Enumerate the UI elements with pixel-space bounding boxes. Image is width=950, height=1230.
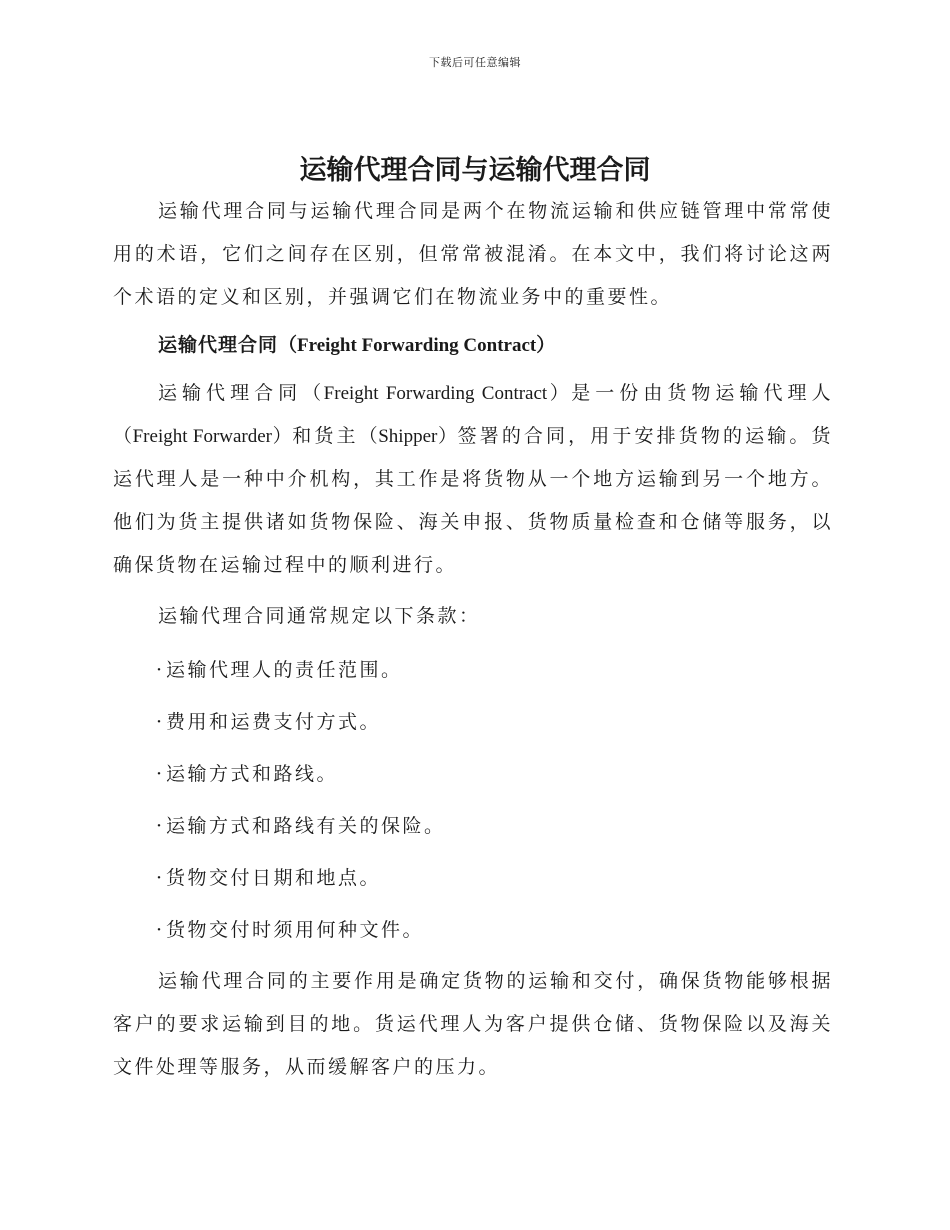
section-heading-cn: 运输代理合同 bbox=[158, 334, 279, 356]
definition-term-shipper: （Shipper） bbox=[358, 426, 458, 447]
section-heading-en: （Freight Forwarding Contract） bbox=[278, 335, 556, 356]
list-item-text: 运输方式和路线。 bbox=[166, 763, 339, 785]
list-item bbox=[156, 904, 833, 956]
bullet-icon: · bbox=[156, 763, 163, 785]
list-item-text: 货物交付时须用何种文件。 bbox=[166, 919, 425, 941]
closing-paragraph: 运输代理合同的主要作用是确定货物的运输和交付，确保货物能够根据客户的要求运输到目的地。货运代理人为客户提供仓储、货物保险以及海关文件处理等服务，从而缓解客户的压力。 bbox=[113, 970, 833, 1078]
bullet-icon: · bbox=[156, 867, 163, 889]
definition-text-2: 是一份由货物运输代理人 bbox=[571, 382, 833, 404]
bullet-icon: · bbox=[156, 919, 163, 941]
list-item-text: 货物交付日期和地点。 bbox=[166, 867, 382, 889]
section-heading bbox=[113, 327, 833, 364]
document-body bbox=[113, 190, 833, 1089]
list-item-text: 运输代理人的责任范围。 bbox=[166, 659, 403, 681]
list-item bbox=[156, 696, 833, 748]
definition-term-contract: （Freight Forwarding Contract） bbox=[302, 383, 572, 404]
definition-text-1: 运输代理合同 bbox=[158, 382, 303, 404]
document-title: 运输代理合同与运输代理合同 bbox=[299, 155, 651, 186]
bullet-icon: · bbox=[156, 815, 163, 837]
header-note: 下载后可任意编辑 bbox=[429, 56, 521, 69]
list-item bbox=[156, 852, 833, 904]
intro-paragraph: 运输代理合同与运输代理合同是两个在物流运输和供应链管理中常常使用的术语，它们之间存在区别，但常常被混淆。在本文中，我们将讨论这两个术语的定义和区别，并强调它们在物流业务中的重要性。 bbox=[113, 200, 833, 308]
list-item bbox=[156, 644, 833, 696]
list-item bbox=[156, 748, 833, 800]
bullet-icon: · bbox=[156, 711, 163, 733]
definition-text-4: 签署的合同，用于安排货物的运输。货运代理人是一种中介机构，其工作是将货物从一个地方运输到另一个地方。他们为货主提供诸如货物保险、海关申报、货物质量检查和仓储等服务，以确保货物在运输过程中的顺利进行。 bbox=[113, 425, 833, 576]
list-item-text: 运输方式和路线有关的保险。 bbox=[166, 815, 446, 837]
bullet-icon: · bbox=[156, 659, 163, 681]
clauses-intro: 运输代理合同通常规定以下条款： bbox=[158, 605, 481, 627]
clauses-list bbox=[113, 644, 833, 956]
definition-term-forwarder: （Freight Forwarder） bbox=[113, 426, 293, 447]
list-item bbox=[156, 800, 833, 852]
list-item-text: 费用和运费支付方式。 bbox=[166, 711, 382, 733]
definition-paragraph bbox=[113, 372, 833, 587]
definition-text-3: 和货主 bbox=[292, 425, 359, 447]
